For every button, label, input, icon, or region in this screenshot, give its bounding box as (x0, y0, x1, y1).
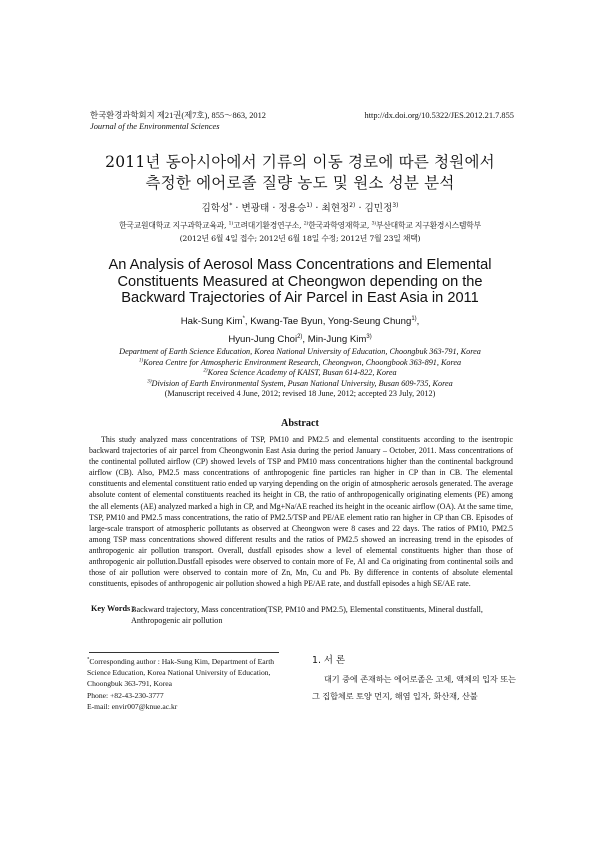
author-name: Hyun-Jung Choi (228, 333, 298, 345)
affiliation-text: 부산대학교 지구환경시스템학부 (376, 221, 481, 230)
korean-authors (0, 200, 600, 214)
doi-link[interactable]: http://dx.doi.org/10.5322/JES.2012.21.7.855 (364, 111, 514, 120)
korean-dates: (2012년 6월 4일 접수; 2012년 6월 18일 수정; 2012년 7월 23일 채택) (179, 234, 421, 243)
affiliation-text: Korea Centre for Atmospheric Environment Research, Cheongwon, Choongbook 363-891, Korea (143, 357, 462, 367)
corresponding-author-footnote (87, 656, 292, 712)
affiliation-line: Department of Earth Science Education, Korea National University of Education, Choongbuk 363-791, Korea (119, 347, 481, 356)
korean-title-line: 측정한 에어로졸 질량 농도 및 원소 성분 분석 (145, 174, 455, 192)
keywords-label: Key Words : (91, 604, 135, 613)
affiliation-mark: 3) (147, 378, 152, 385)
affiliation-line (0, 358, 600, 369)
affiliation-mark: 1) (228, 221, 234, 227)
korean-title (0, 152, 600, 194)
author-mark: 3) (366, 333, 372, 340)
author-mark: 2) (297, 333, 303, 340)
section-heading: 1. 서 론 (312, 655, 346, 666)
korean-affiliation-line (0, 219, 600, 232)
author-separator: , (416, 316, 420, 327)
author-mark: 1) (306, 201, 313, 209)
english-authors-line (0, 313, 600, 331)
author-names: , Kwang-Tae Byun, Yong-Seung Chung (244, 316, 412, 327)
footnote-email: E-mail: envir007@knue.ac.kr (87, 701, 178, 711)
english-title-line: An Analysis of Aerosol Mass Concentrations and Elemental (108, 257, 492, 273)
journal-name: Journal of the Environmental Sciences (90, 121, 220, 131)
abstract-body: This study analyzed mass concentrations of TSP, PM10 and PM2.5 and elemental constituents according to the isentropic backward trajectories of air parcel from Cheongwonin East Asia during the period January – October, 2011. Mass concentrations of the continental polluted airflow (CP) showed levels of TSP and PM10 mass concentrations higher than the continental background airflow (CB). Also, PM2.5 mass concentrations of anthropogenic fine particles ran higher in CP than in CB. The elemental constituents and elemental constituent ratio ended up varying depending on the origin of atmospheric aerosols generated. The average absolute content of elemental constituents reached its height in CB, the ratio of anthropogenically originating elements (PE) among the all elements (AE) analyzed marked a high in CP, and Mg+Na/AE reached its height in the oceanic airflow (OA). At the same time, TSP, PM10 and PM2.5 mass concentrations, the ratio of PM2.5/TSP and PE/AE element ratio ran higher in CP than CB. Episodes of large-scale transport of atmospheric pollutants as observed at Cheongwon were 8 cases and 22 days. The ratios of PM10, PM2.5 among TSP mass concentrations showed different results and the ratios of PM2.5 showed an increasing trend in the episodes of anthropogenic air pollution transport. Overall, dustfall episodes show a level of elemental constituents higher than those of anthropogenic air pollution.Dustfall episodes were observed to contain more of Fe, Al and Ca originating from continental soils and those of air pollution were observed to contain more of Zn, Mn, Cu and Pb. By difference in contents of absolute elemental constituents, episodes of anthropogenic air pollution showed a high PE/AE rate, and dustfall episodes a high SE/AE rate. (89, 435, 513, 589)
footnote-phone: Phone: +82-43-230-3777 (87, 690, 164, 700)
footnote-text: Corresponding author : Hak-Sung Kim, Department of Earth Science Education, Korea National University of Education, Choongbuk 363-791, Korea (87, 657, 275, 689)
author-mark: * (229, 201, 233, 209)
author-names: · 김민정 (355, 203, 393, 214)
affiliation-line (0, 379, 600, 390)
author-names: · 최현정 (312, 203, 350, 214)
keywords-text: Backward trajectory, Mass concentration(TSP, PM10 and PM2.5), Elemental constituents, Mineral dustfall, Anthropogenic air pollution (131, 605, 483, 626)
english-authors (0, 313, 600, 348)
english-affiliations (0, 347, 600, 400)
author-name: 김학성 (201, 203, 230, 214)
footnote-mark: * (87, 657, 90, 663)
english-title-line: Backward Trajectories of Air Parcel in East Asia in 2011 (121, 290, 479, 306)
author-names: · 변광태 · 정용승 (232, 203, 307, 214)
affiliation-text: 고려대기환경연구소, (233, 221, 304, 230)
journal-header (90, 111, 266, 132)
korean-title-line: 2011년 동아시아에서 기류의 이동 경로에 따른 청원에서 (105, 153, 495, 171)
affiliation-text: Korea Science Academy of KAIST, Busan 614-822, Korea (207, 368, 397, 378)
affiliation-text: 한국과학영재학교, (308, 221, 372, 230)
footnote-line (87, 656, 292, 690)
english-title-line: Constituents Measured at Cheongwon depending on the (117, 273, 483, 290)
abstract-heading: Abstract (281, 418, 319, 429)
affiliation-line (0, 368, 600, 379)
korean-affiliations (0, 219, 600, 245)
author-mark: 3) (392, 201, 399, 209)
english-title (0, 257, 600, 307)
author-name: Hak-Sung Kim (180, 316, 243, 327)
citation-line: 한국환경과학회지 제21권(제7호), 855～863, 2012 (90, 111, 266, 120)
author-names: , Min-Jung Kim (302, 333, 367, 345)
manuscript-dates: (Manuscript received 4 June, 2012; revised 18 June, 2012; accepted 23 July, 2012) (164, 389, 436, 399)
affiliation-text: Division of Earth Environmental System, Pusan National University, Busan 609-735, Korea (151, 378, 453, 388)
author-mark: 2) (349, 201, 356, 209)
affiliation-mark: 3) (371, 221, 376, 227)
author-mark: 1) (411, 315, 417, 322)
affiliation-mark: 1) (138, 356, 144, 363)
introduction-text: 대기 중에 존재하는 에어로졸은 고체, 액체의 입자 또는 그 집합체로 토양 먼지, 해염 입자, 화산재, 산불 (312, 674, 516, 701)
english-authors-line (0, 331, 600, 349)
affiliation-mark: 2) (303, 221, 309, 227)
affiliation-mark: 2) (203, 367, 208, 374)
affiliation-text: 한국교원대학교 지구과학교육과, (119, 221, 229, 230)
footnote-divider (89, 652, 279, 653)
author-mark: * (242, 315, 245, 322)
